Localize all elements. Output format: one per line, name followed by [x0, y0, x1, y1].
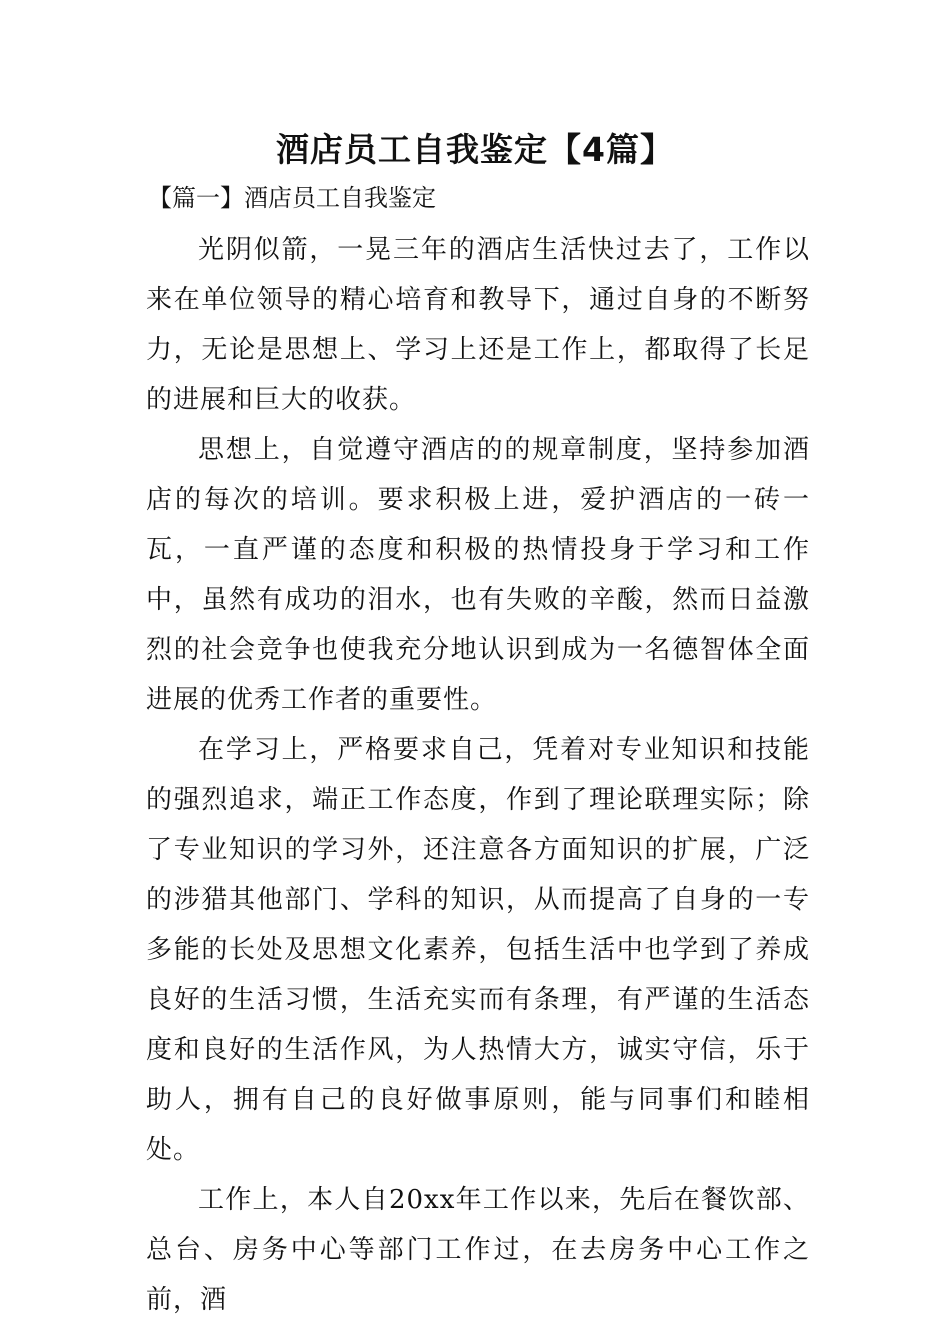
document-title: 酒店员工自我鉴定【4篇】 [276, 130, 674, 169]
document-body [146, 225, 810, 1325]
paragraph-1: 光阴似箭，一晃三年的酒店生活快过去了，工作以来在单位领导的精心培育和教导下，通过自身的不断努力，无论是思想上、学习上还是工作上，都取得了长足的进展和巨大的收获。 [146, 235, 810, 415]
section-heading: 【篇一】酒店员工自我鉴定 [148, 184, 436, 212]
paragraph-2: 思想上，自觉遵守酒店的的规章制度，坚持参加酒店的每次的培训。要求积极上进，爱护酒店的一砖一瓦，一直严谨的态度和积极的热情投身于学习和工作中，虽然有成功的泪水，也有失败的辛酸，然而日益激烈的社会竞争也使我充分地认识到成为一名德智体全面进展的优秀工作者的重要性。 [146, 435, 810, 715]
paragraph-3: 在学习上，严格要求自己，凭着对专业知识和技能的强烈追求，端正工作态度，作到了理论联理实际；除了专业知识的学习外，还注意各方面知识的扩展，广泛的涉猎其他部门、学科的知识，从而提高了自身的一专多能的长处及思想文化素养，包括生活中也学到了养成良好的生活习惯，生活充实而有条理，有严谨的生活态度和良好的生活作风，为人热情大方，诚实守信，乐于助人，拥有自己的良好做事原则，能与同事们和睦相处。 [146, 735, 810, 1165]
paragraph-4: 工作上，本人自20xx年工作以来，先后在餐饮部、总台、房务中心等部门工作过，在去房务中心工作之前，酒 [146, 1185, 810, 1315]
